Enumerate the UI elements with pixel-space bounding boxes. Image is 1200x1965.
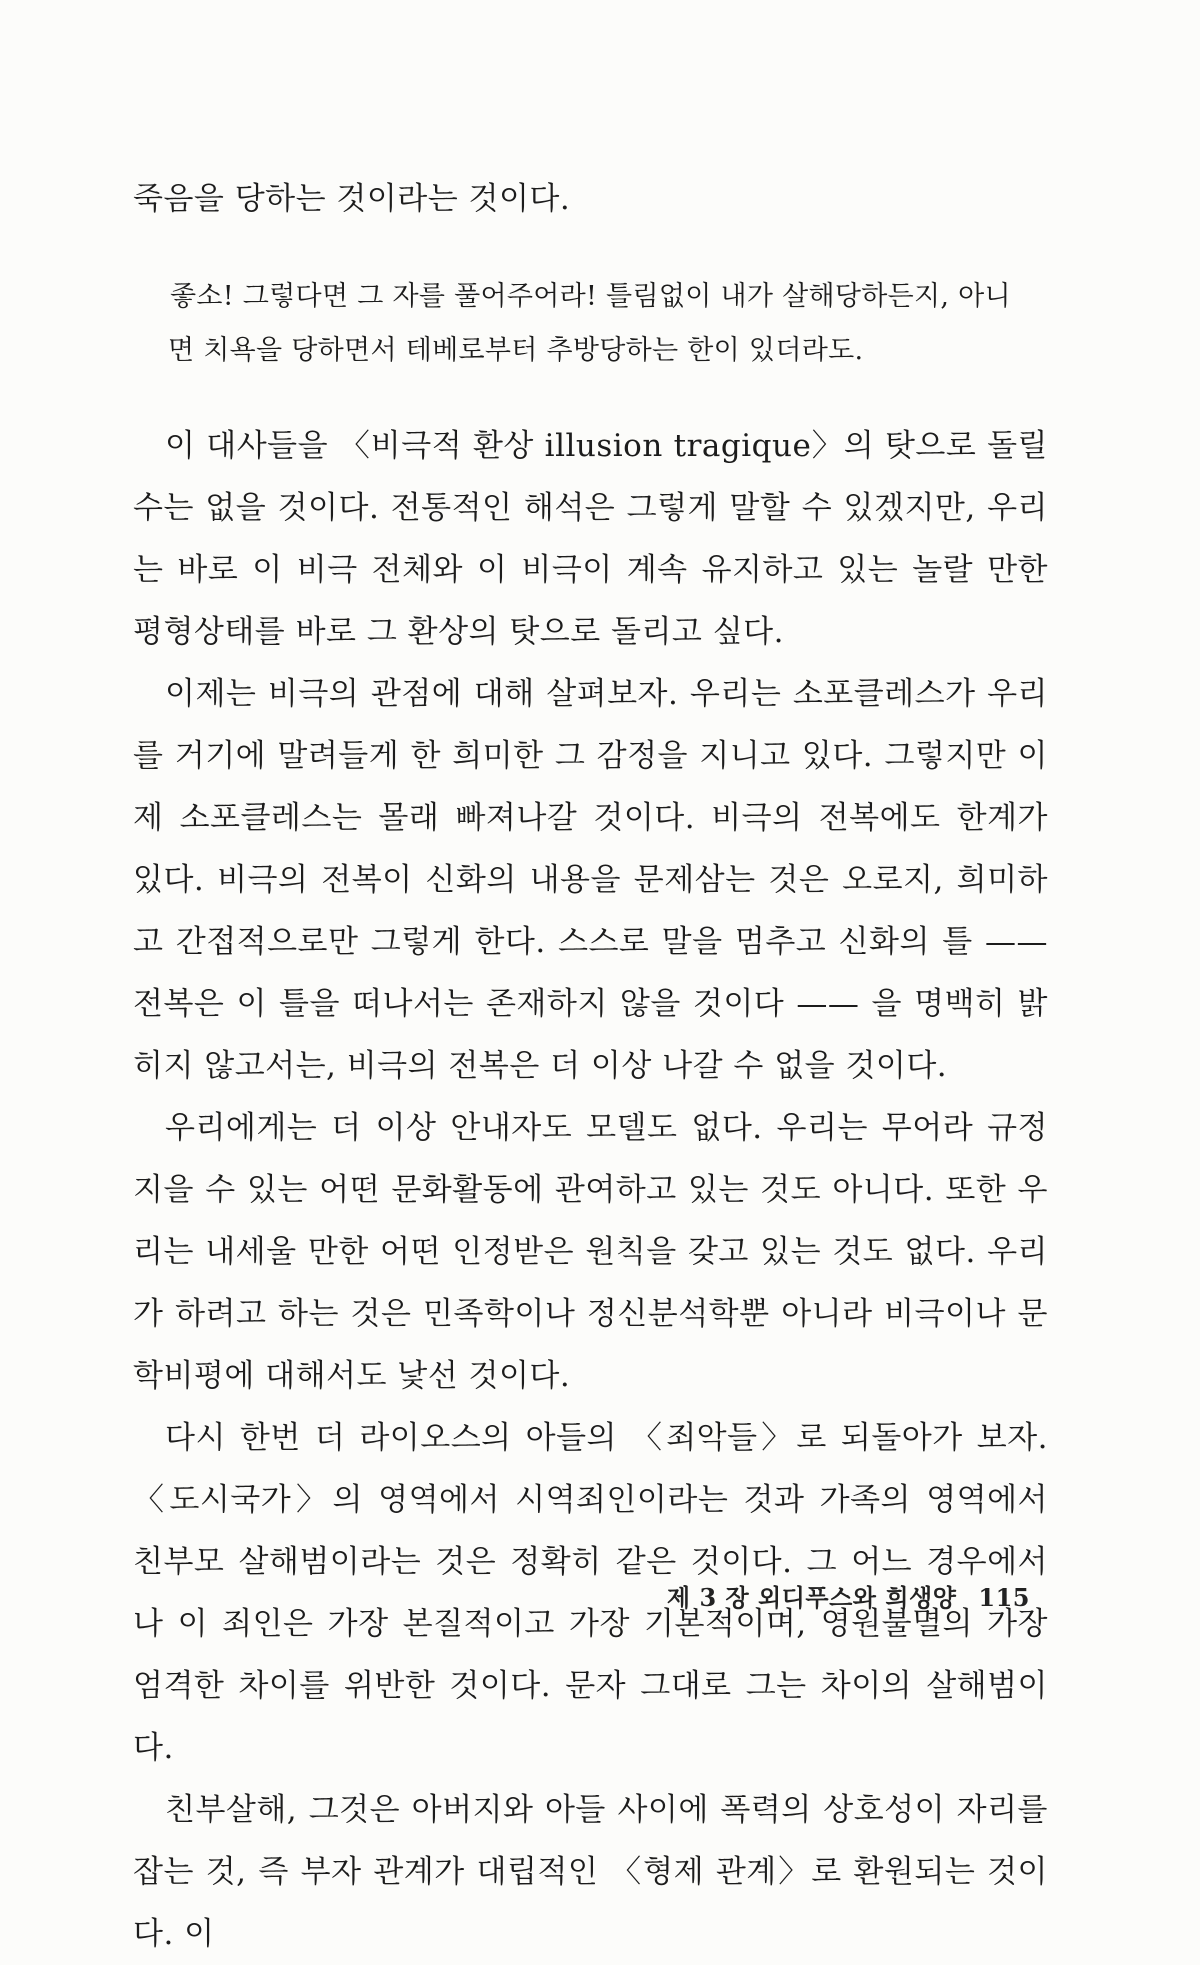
running-footer [667, 1578, 1030, 1613]
paragraph-2: 이제는 비극의 관점에 대해 살펴보자. 우리는 소포클레스가 우리를 거기에 말려들게 한 희미한 그 감정을 지니고 있다. 그렇지만 이제 소포클레스는 몰래 빠져나갈 것이다. 비극의 전복에도 한계가 있다. 비극의 전복이 신화의 내용을 문제삼는 것은 오로지, 희미하고 간접적으로만 그렇게 한다. 스스로 말을 멈추고 신화의 틀 —— 전복은 이 틀을 떠나서는 존재하지 않을 것이다 —— 을 명백히 밝히지 않고서는, 비극의 전복은 더 이상 나갈 수 없을 것이다. [133, 676, 1048, 1084]
chapter-title: 제 3 장 외디푸스와 희생양 [666, 1583, 957, 1612]
paragraph-4: 다시 한번 더 라이오스의 아들의 〈죄악들〉로 되돌아가 보자. 〈도시국가〉의 영역에서 시역죄인이라는 것과 가족의 영역에서 친부모 살해범이라는 것은 정확히 같은 것이다. 그 어느 경우에서나 이 죄인은 가장 본질적이고 가장 기본적이며, 영원불멸의 가장 엄격한 차이를 위반한 것이다. 문자 그대로 그는 차이의 살해범이다. [133, 1420, 1048, 1766]
lead-line: 죽음을 당하는 것이라는 것이다. [133, 181, 571, 217]
page-number: 115 [978, 1583, 1030, 1612]
block-quote [168, 270, 1048, 378]
body-text [133, 415, 1048, 1965]
quote-line-2: 면 치욕을 당하면서 테베로부터 추방당하는 한이 있더라도. [168, 335, 864, 366]
paragraph-3: 우리에게는 더 이상 안내자도 모델도 없다. 우리는 무어라 규정지을 수 있는 어떤 문화활동에 관여하고 있는 것도 아니다. 또한 우리는 내세울 만한 어떤 인정받은 원칙을 갖고 있는 것도 없다. 우리가 하려고 하는 것은 민족학이나 정신분석학뿐 아니라 비극이나 문학비평에 대해서도 낯선 것이다. [133, 1110, 1048, 1394]
quote-line-1: 좋소! 그렇다면 그 자를 풀어주어라! 틀림없이 내가 살해당하든지, 아니 [170, 281, 1011, 312]
paragraph-1: 이 대사들을 〈비극적 환상 illusion tragique〉의 탓으로 돌릴 수는 없을 것이다. 전통적인 해석은 그렇게 말할 수 있겠지만, 우리는 바로 이 비극 전체와 이 비극이 계속 유지하고 있는 놀랄 만한 평형상태를 바로 그 환상의 탓으로 돌리고 싶다. [133, 428, 1048, 650]
paragraph-5: 친부살해, 그것은 아버지와 아들 사이에 폭력의 상호성이 자리를 잡는 것, 즉 부자 관계가 대립적인 〈형제 관계〉로 환원되는 것이다. 이 [133, 1792, 1048, 1952]
